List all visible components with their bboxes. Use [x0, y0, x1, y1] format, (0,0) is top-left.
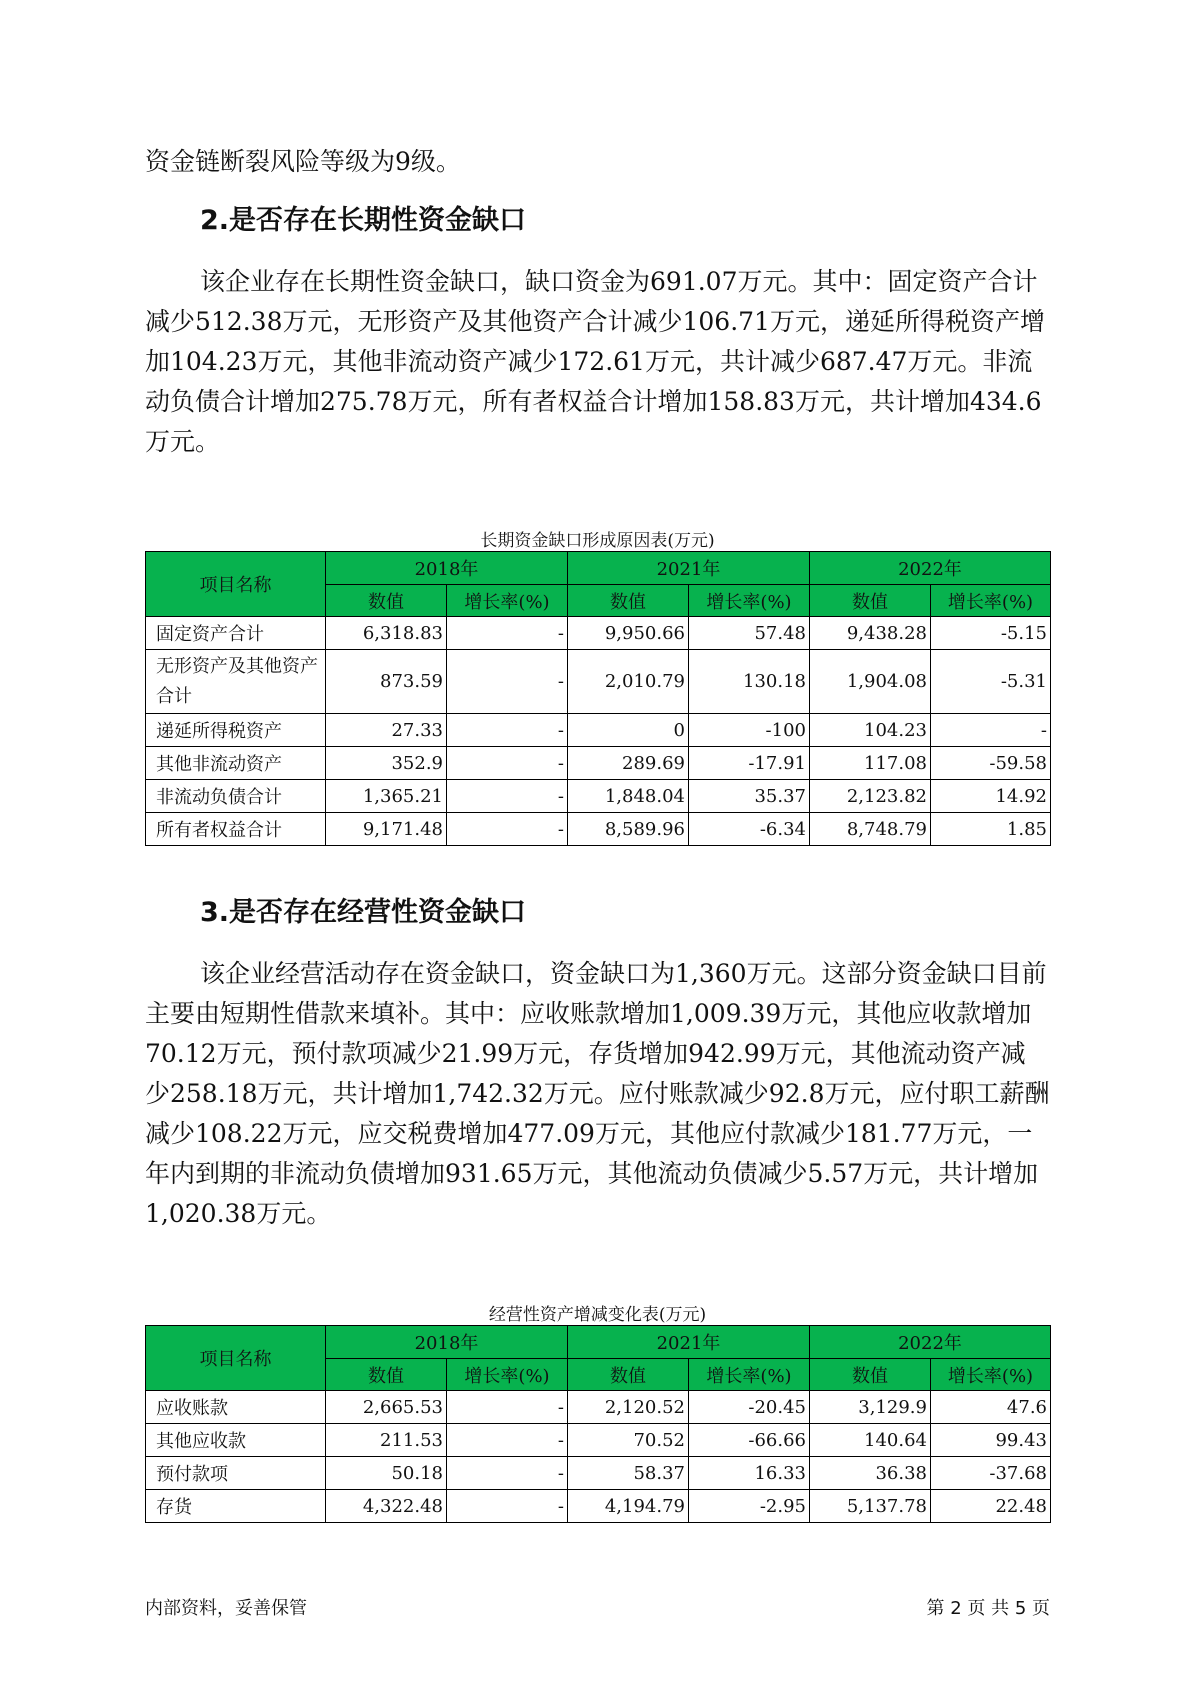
cell: 1.85: [931, 813, 1051, 846]
cell: 58.37: [568, 1457, 689, 1490]
table-row: [146, 617, 1051, 650]
intro-paragraph: 资金链断裂风险等级为9级。: [145, 147, 461, 176]
cell: 211.53: [326, 1424, 447, 1457]
table-row: [146, 714, 1051, 747]
cell: -: [447, 1490, 568, 1523]
cell: 9,171.48: [326, 813, 447, 846]
cell: 5,137.78: [810, 1490, 931, 1523]
cell: 104.23: [810, 714, 931, 747]
section-3-heading: 3.是否存在经营性资金缺口: [200, 897, 527, 928]
cell: 6,318.83: [326, 617, 447, 650]
long-term-gap-table: [145, 551, 1051, 846]
section-2-heading: 2.是否存在长期性资金缺口: [200, 205, 527, 236]
operating-assets-table: [145, 1325, 1051, 1523]
cell: 2,123.82: [810, 780, 931, 813]
header-growth-rate: 增长率(%): [447, 585, 568, 617]
cell: 99.43: [931, 1424, 1051, 1457]
cell: 22.48: [931, 1490, 1051, 1523]
footer-page-number: 第 2 页 共 5 页: [926, 1598, 1050, 1619]
header-growth-rate: 增长率(%): [689, 585, 810, 617]
header-growth-rate: 增长率(%): [447, 1359, 568, 1391]
cell: 14.92: [931, 780, 1051, 813]
cell: -: [447, 1424, 568, 1457]
row-label: 其他非流动资产: [146, 747, 326, 780]
header-growth-rate: 增长率(%): [689, 1359, 810, 1391]
header-year-2022: 2022年: [810, 1326, 1051, 1359]
row-label: 应收账款: [146, 1391, 326, 1424]
cell: -: [447, 650, 568, 714]
cell: 289.69: [568, 747, 689, 780]
cell: 16.33: [689, 1457, 810, 1490]
cell: 873.59: [326, 650, 447, 714]
table-row: [146, 747, 1051, 780]
cell: 2,010.79: [568, 650, 689, 714]
footer-confidential-note: 内部资料，妥善保管: [145, 1598, 307, 1619]
cell: -17.91: [689, 747, 810, 780]
cell: 70.52: [568, 1424, 689, 1457]
table-1-caption: 长期资金缺口形成原因表(万元): [480, 531, 715, 551]
header-growth-rate: 增长率(%): [931, 1359, 1051, 1391]
cell: 117.08: [810, 747, 931, 780]
section-2-paragraph: 该企业存在长期性资金缺口，缺口资金为691.07万元。其中：固定资产合计减少512.38万元，无形资产及其他资产合计减少106.71万元，递延所得税资产增加104.23万元，其他非流动资产减少172.61万元，共计减少687.47万元。非流动负债合计增加275.78万元，所有者权益合计增加158.83万元，共计增加434.6万元。: [145, 267, 1045, 456]
cell: 50.18: [326, 1457, 447, 1490]
row-label: 预付款项: [146, 1457, 326, 1490]
header-value: 数值: [326, 1359, 447, 1391]
header-year-2018: 2018年: [326, 552, 568, 585]
header-value: 数值: [568, 1359, 689, 1391]
row-label: 递延所得税资产: [146, 714, 326, 747]
cell: 1,365.21: [326, 780, 447, 813]
cell: -5.31: [931, 650, 1051, 714]
header-year-2021: 2021年: [568, 552, 810, 585]
header-growth-rate: 增长率(%): [931, 585, 1051, 617]
header-year-2018: 2018年: [326, 1326, 568, 1359]
row-label: 无形资产及其他资产合计: [146, 650, 326, 714]
cell: 47.6: [931, 1391, 1051, 1424]
cell: 4,194.79: [568, 1490, 689, 1523]
cell: -: [447, 617, 568, 650]
header-value: 数值: [810, 1359, 931, 1391]
cell: 9,950.66: [568, 617, 689, 650]
cell: 27.33: [326, 714, 447, 747]
row-label: 存货: [146, 1490, 326, 1523]
row-label: 其他应收款: [146, 1424, 326, 1457]
cell: -: [447, 747, 568, 780]
header-value: 数值: [810, 585, 931, 617]
cell: -: [447, 1391, 568, 1424]
cell: 35.37: [689, 780, 810, 813]
cell: -20.45: [689, 1391, 810, 1424]
cell: -: [447, 1457, 568, 1490]
cell: 4,322.48: [326, 1490, 447, 1523]
cell: -100: [689, 714, 810, 747]
cell: 140.64: [810, 1424, 931, 1457]
header-year-2021: 2021年: [568, 1326, 810, 1359]
cell: -5.15: [931, 617, 1051, 650]
section-3-paragraph: 该企业经营活动存在资金缺口，资金缺口为1,360万元。这部分资金缺口目前主要由短期性借款来填补。其中：应收账款增加1,009.39万元，其他应收款增加70.12万元，预付款项减少21.99万元，存货增加942.99万元，其他流动资产减少258.18万元，共计增加1,742.32万元。应付账款减少92.8万元，应付职工薪酬减少108.22万元，应交税费增加477.09万元，其他应付款减少181.77万元，一年内到期的非流动负债增加931.65万元，其他流动负债减少5.57万元，共计增加1,020.38万元。: [145, 959, 1050, 1228]
row-label: 非流动负债合计: [146, 780, 326, 813]
table-row: [146, 650, 1051, 714]
table-row: [146, 1391, 1051, 1424]
row-label: 固定资产合计: [146, 617, 326, 650]
table-2-caption: 经营性资产增减变化表(万元): [488, 1305, 707, 1325]
table-row: [146, 780, 1051, 813]
cell: 9,438.28: [810, 617, 931, 650]
cell: 2,665.53: [326, 1391, 447, 1424]
header-item-name: 项目名称: [146, 552, 326, 617]
cell: -: [447, 780, 568, 813]
cell: 8,589.96: [568, 813, 689, 846]
cell: 1,904.08: [810, 650, 931, 714]
cell: -59.58: [931, 747, 1051, 780]
cell: -37.68: [931, 1457, 1051, 1490]
header-value: 数值: [326, 585, 447, 617]
cell: -6.34: [689, 813, 810, 846]
table-row: [146, 813, 1051, 846]
cell: -: [447, 714, 568, 747]
cell: 8,748.79: [810, 813, 931, 846]
cell: -66.66: [689, 1424, 810, 1457]
cell: 36.38: [810, 1457, 931, 1490]
cell: 1,848.04: [568, 780, 689, 813]
cell: 0: [568, 714, 689, 747]
header-year-2022: 2022年: [810, 552, 1051, 585]
row-label: 所有者权益合计: [146, 813, 326, 846]
cell: -: [447, 813, 568, 846]
header-item-name: 项目名称: [146, 1326, 326, 1391]
cell: 3,129.9: [810, 1391, 931, 1424]
cell: 352.9: [326, 747, 447, 780]
cell: 2,120.52: [568, 1391, 689, 1424]
header-value: 数值: [568, 585, 689, 617]
cell: -2.95: [689, 1490, 810, 1523]
table-row: [146, 1457, 1051, 1490]
table-row: [146, 1490, 1051, 1523]
cell: 57.48: [689, 617, 810, 650]
table-row: [146, 1424, 1051, 1457]
cell: -: [931, 714, 1051, 747]
cell: 130.18: [689, 650, 810, 714]
